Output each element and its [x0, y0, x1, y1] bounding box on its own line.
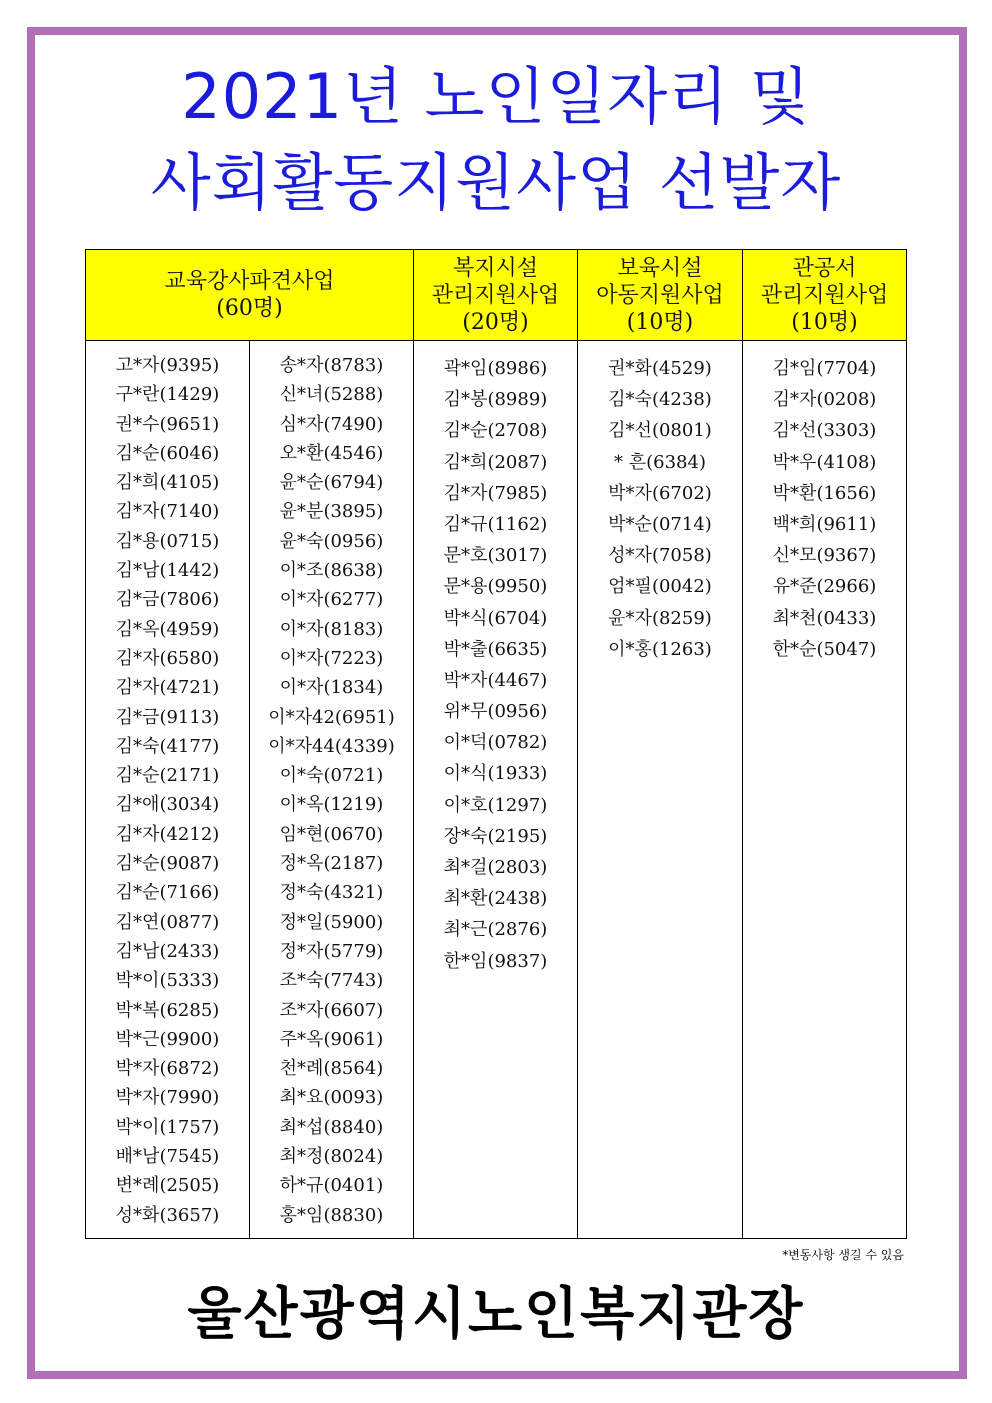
childcare-selectee: 성*자(7058) [608, 545, 712, 567]
header-education [86, 250, 414, 341]
title-line-1: 2021년 노인일자리 및 [181, 60, 811, 133]
office-list [743, 341, 906, 665]
welfare-selectee: 김*봉(8989) [443, 389, 548, 411]
header-office-line1: 관공서 [792, 255, 857, 281]
education-selectee: 김*순(9087) [115, 853, 220, 875]
welfare-selectee: 이*덕(0782) [443, 732, 548, 754]
welfare-selectee: 김*순(2708) [443, 420, 548, 442]
education-selectee: 주*옥(9061) [279, 1028, 384, 1050]
education-column-a [86, 341, 250, 1239]
education-selectee: 김*옥(4959) [115, 618, 220, 640]
childcare-selectee: 엄*필(0042) [608, 576, 712, 598]
education-selectee: 성*화(3657) [115, 1204, 220, 1226]
education-selectee: 박*자(6872) [115, 1058, 220, 1080]
welfare-selectee: 한*임(9837) [443, 950, 548, 972]
welfare-selectee: 박*자(4467) [443, 669, 548, 691]
education-selectee: 김*애(3034) [115, 794, 220, 816]
welfare-selectee: 이*식(1933) [443, 763, 548, 785]
office-selectee: 김*선(3303) [772, 420, 877, 442]
education-selectee: 박*자(7990) [115, 1087, 220, 1109]
office-selectee: 김*임(7704) [772, 358, 877, 379]
header-education-title: 교육강사파견사업 [164, 269, 335, 294]
education-list-b [250, 341, 413, 1230]
childcare-selectee: 박*자(6702) [608, 482, 712, 504]
education-selectee: 박*근(9900) [115, 1028, 220, 1050]
welfare-selectee: 김*자(7985) [443, 482, 548, 504]
education-selectee: 배*남(7545) [115, 1146, 220, 1168]
education-selectee: 이*자42(6951) [268, 706, 395, 728]
header-office-count: (10명) [791, 309, 858, 335]
childcare-column [578, 341, 743, 1239]
education-selectee: 조*자(6607) [279, 999, 384, 1021]
education-list-a [86, 341, 249, 1230]
education-selectee: 정*자(5779) [279, 940, 384, 962]
welfare-selectee: 문*호(3017) [443, 545, 548, 567]
education-selectee: 윤*순(6794) [279, 472, 384, 494]
education-selectee: 정*숙(4321) [279, 882, 384, 904]
education-selectee: 하*규(0401) [279, 1175, 384, 1197]
education-selectee: 변*례(2505) [115, 1175, 220, 1197]
office-column [743, 341, 907, 1239]
education-selectee: 박*이(1757) [115, 1116, 220, 1138]
welfare-selectee: 최*근(2876) [443, 919, 548, 941]
welfare-selectee: 최*환(2438) [443, 888, 548, 910]
education-selectee: 김*금(7806) [115, 589, 220, 611]
education-selectee: 김*숙(4177) [115, 735, 220, 757]
education-selectee: 정*옥(2187) [279, 853, 384, 875]
education-selectee: 천*례(8564) [279, 1058, 384, 1080]
header-row [86, 250, 907, 341]
education-selectee: 박*이(5333) [115, 970, 220, 992]
education-selectee: 송*자(8783) [279, 355, 384, 376]
education-selectee: 이*자(6277) [279, 589, 384, 611]
welfare-selectee: 김*희(2087) [443, 451, 548, 473]
office-selectee: 최*천(0433) [772, 607, 877, 629]
childcare-selectee: 박*순(0714) [608, 513, 712, 535]
childcare-list [578, 341, 742, 665]
education-selectee: 김*용(0715) [115, 530, 220, 552]
header-welfare-line1: 복지시설 [452, 255, 538, 281]
education-selectee: 최*섭(8840) [279, 1116, 384, 1138]
office-selectee: 김*자(0208) [772, 389, 877, 411]
education-selectee: 구*란(1429) [115, 384, 220, 406]
education-selectee: 김*남(2433) [115, 940, 220, 962]
welfare-selectee: 이*호(1297) [443, 794, 548, 816]
education-selectee: 홍*임(8830) [279, 1204, 384, 1226]
education-selectee: 신*녀(5288) [279, 384, 384, 406]
childcare-selectee: 권*화(4529) [608, 358, 712, 379]
education-selectee: 오*환(4546) [279, 442, 384, 464]
office-selectee: 박*우(4108) [772, 451, 877, 473]
education-selectee: 김*순(6046) [115, 442, 220, 464]
header-welfare [414, 250, 578, 341]
education-selectee: 이*자(8183) [279, 618, 384, 640]
education-selectee: 고*자(9395) [115, 355, 220, 376]
office-selectee: 유*준(2966) [772, 576, 877, 598]
header-office-line2: 관리지원사업 [760, 282, 889, 308]
education-selectee: 조*숙(7743) [279, 970, 384, 992]
office-selectee: 백*희(9611) [772, 513, 877, 535]
childcare-selectee: * 흔(6384) [614, 451, 706, 473]
education-selectee: 정*일(5900) [279, 911, 384, 933]
office-selectee: 한*순(5047) [772, 638, 877, 660]
welfare-selectee: 위*무(0956) [443, 701, 548, 723]
education-selectee: 최*정(8024) [279, 1146, 384, 1168]
education-selectee: 심*자(7490) [279, 413, 384, 435]
childcare-selectee: 이*홍(1263) [608, 638, 712, 660]
education-selectee: 김*자(7140) [115, 501, 220, 523]
education-selectee: 윤*숙(0956) [279, 530, 384, 552]
education-selectee: 김*자(4721) [115, 677, 220, 699]
education-selectee: 권*수(9651) [115, 413, 220, 435]
education-selectee: 이*숙(0721) [279, 765, 384, 787]
education-selectee: 이*자(1834) [279, 677, 384, 699]
welfare-list [414, 341, 577, 977]
childcare-selectee: 김*선(0801) [608, 420, 712, 442]
education-selectee: 김*연(0877) [115, 911, 220, 933]
title-line-2: 사회활동지원사업 선발자 [150, 146, 842, 219]
issuer-name: 울산광역시노인복지관장 [187, 1282, 805, 1347]
header-childcare [578, 250, 743, 341]
education-selectee: 김*순(2171) [115, 765, 220, 787]
office-selectee: 신*모(9367) [772, 545, 877, 567]
header-welfare-count: (20명) [462, 309, 529, 335]
header-childcare-line1: 보육시설 [617, 255, 703, 281]
education-selectee: 김*희(4105) [115, 472, 220, 494]
education-selectee: 임*현(0670) [279, 823, 384, 845]
header-childcare-count: (10명) [626, 309, 694, 335]
welfare-column [414, 341, 578, 1239]
education-column-b [250, 341, 414, 1239]
body-row [86, 341, 907, 1239]
header-office [743, 250, 907, 341]
selection-table [85, 249, 907, 1239]
office-selectee: 박*환(1656) [772, 482, 877, 504]
education-selectee: 최*요(0093) [279, 1087, 384, 1109]
header-welfare-line2: 관리지원사업 [431, 282, 560, 308]
welfare-selectee: 장*숙(2195) [443, 825, 548, 847]
welfare-selectee: 문*용(9950) [443, 576, 548, 598]
education-selectee: 이*옥(1219) [279, 794, 384, 816]
welfare-selectee: 곽*임(8986) [443, 358, 548, 379]
education-selectee: 김*금(9113) [115, 706, 220, 728]
welfare-selectee: 김*규(1162) [443, 513, 548, 535]
education-selectee: 김*자(4212) [115, 823, 220, 845]
education-selectee: 이*자44(4339) [268, 735, 395, 757]
education-selectee: 이*조(8638) [279, 560, 384, 582]
education-selectee: 이*자(7223) [279, 647, 384, 669]
childcare-selectee: 김*숙(4238) [608, 389, 712, 411]
welfare-selectee: 박*식(6704) [443, 607, 548, 629]
education-selectee: 김*자(6580) [115, 647, 220, 669]
change-notice: *변동사항 생길 수 있음 [782, 1248, 904, 1262]
education-selectee: 윤*분(3895) [279, 501, 384, 523]
header-education-count: (60명) [216, 296, 283, 321]
education-selectee: 박*복(6285) [115, 999, 220, 1021]
childcare-selectee: 윤*자(8259) [608, 607, 712, 629]
welfare-selectee: 박*출(6635) [443, 638, 548, 660]
education-selectee: 김*남(1442) [115, 560, 220, 582]
header-childcare-line2: 아동지원사업 [596, 282, 724, 308]
welfare-selectee: 최*걸(2803) [443, 857, 548, 878]
education-selectee: 김*순(7166) [115, 882, 220, 904]
